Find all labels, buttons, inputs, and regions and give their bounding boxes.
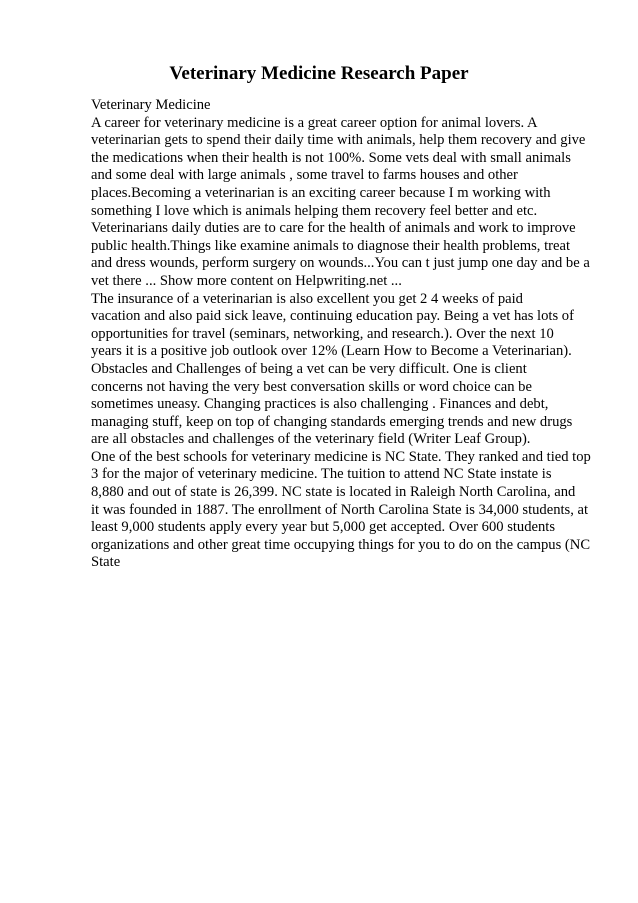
text-line: public health.Things like examine animals to diagnose their health problems, treat — [91, 237, 571, 254]
text-line: 8,880 and out of state is 26,399. NC state is located in Raleigh North Carolina, and — [91, 484, 576, 501]
text-line: opportunities for travel (seminars, networking, and research.). Over the next 10 — [91, 325, 554, 342]
document-body — [91, 97, 621, 572]
text-line: Obstacles and Challenges of being a vet can be very difficult. One is client — [91, 360, 527, 377]
text-line: sometimes uneasy. Changing practices is also challenging . Finances and debt, — [91, 396, 549, 413]
text-line: concerns not having the very best conversation skills or word choice can be — [91, 378, 532, 395]
text-line: places.Becoming a veterinarian is an exciting career because I m working with — [91, 184, 551, 201]
document-title: Veterinary Medicine Research Paper — [169, 63, 469, 84]
text-line: and some deal with large animals , some travel to farms houses and other — [91, 167, 518, 184]
text-line: vacation and also paid sick leave, continuing education pay. Being a vet has lots of — [91, 308, 574, 325]
text-line: A career for veterinary medicine is a great career option for animal lovers. A — [91, 114, 538, 131]
text-line: something I love which is animals helping them recovery feel better and etc. — [91, 202, 538, 219]
text-line: it was founded in 1887. The enrollment of North Carolina State is 34,000 students, at — [91, 501, 589, 518]
text-line: State — [91, 554, 121, 571]
text-line: least 9,000 students apply every year but 5,000 get accepted. Over 600 students — [91, 519, 556, 536]
text-line: vet there ... Show more content on Helpwriting.net ... — [91, 272, 402, 289]
text-line: The insurance of a veterinarian is also excellent you get 2 4 weeks of paid — [91, 290, 523, 307]
text-line: veterinarian gets to spend their daily time with animals, help them recovery and give — [91, 132, 586, 149]
text-line: the medications when their health is not 100%. Some vets deal with small animals — [91, 149, 571, 166]
text-line: years it is a positive job outlook over 12% (Learn How to Become a Veterinarian). — [91, 343, 572, 360]
text-line: are all obstacles and challenges of the veterinary field (Writer Leaf Group). — [91, 431, 531, 448]
text-line: organizations and other great time occupying things for you to do on the campus (NC — [91, 536, 591, 553]
text-line: Veterinary Medicine — [91, 97, 211, 113]
text-line: and dress wounds, perform surgery on wounds...You can t just jump one day and be a — [91, 255, 590, 272]
text-line: Veterinarians daily duties are to care for the health of animals and work to improve — [91, 220, 576, 237]
text-line: managing stuff, keep on top of changing standards emerging trends and new drugs — [91, 413, 573, 430]
text-line: One of the best schools for veterinary medicine is NC State. They ranked and tied top — [91, 448, 591, 465]
text-line: 3 for the major of veterinary medicine. The tuition to attend NC State instate is — [91, 466, 552, 483]
